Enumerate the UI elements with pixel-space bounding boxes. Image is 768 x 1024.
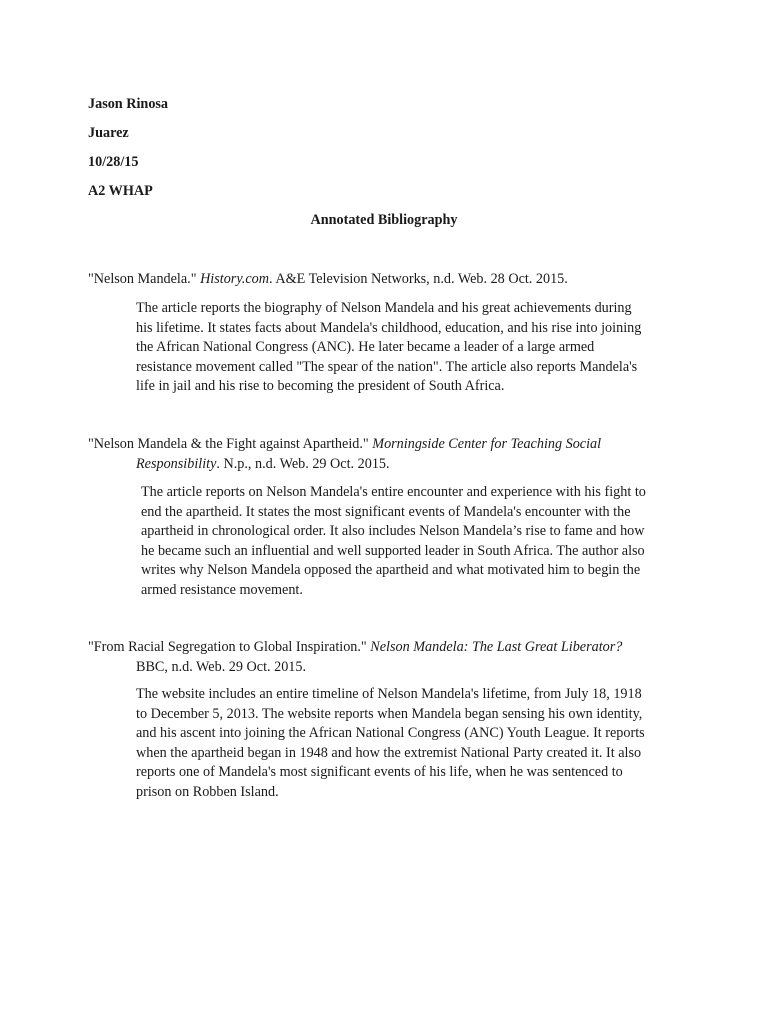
citation-entry-1 [88,269,678,289]
annotation-1-line: life in jail and his rise to becoming the president of South Africa. [136,378,505,394]
annotation-1-line: the African National Congress (ANC). He later became a leader of a large armed [136,339,595,355]
annotation-2 [141,483,646,600]
annotation-2-line: end the apartheid. It states the most significant events of Mandela's encounter with the [141,503,631,520]
course-name: A2 WHAP [88,183,153,199]
annotation-3-line: to December 5, 2013. The website reports when Mandela began sensing his own identity, [136,705,643,722]
citation-3-source: Nelson Mandela: The Last Great Liberator? [370,639,623,655]
annotation-1-line: his lifetime. It states facts about Mandela's childhood, education, and his rise into joining [136,319,642,336]
annotation-3-line: and his ascent into joining the African National Congress (ANC) Youth League. It reports [136,725,645,741]
annotation-3-line: reports one of Mandela's most significant events of his life, when he was sentenced to [136,764,623,780]
citation-2-details: . N.p., n.d. Web. 29 Oct. 2015. [216,456,390,472]
document-date: 10/28/15 [88,154,139,170]
annotation-1-line: resistance movement called "The spear of the nation". The article also reports Mandela's [136,358,638,375]
annotation-2-line: The article reports on Nelson Mandela's entire encounter and experience with his fight to [141,484,646,500]
citation-3-lead: "From Racial Segregation to Global Inspiration." [88,639,371,655]
citation-2-source: Morningside Center for Teaching Social [372,436,602,452]
annotation-2-line: writes why Nelson Mandela opposed the apartheid and what motivated him to begin the [141,562,641,578]
annotation-3 [136,685,645,802]
citation-2-lead: "Nelson Mandela & the Fight against Apartheid." [88,436,373,452]
annotation-1-line: The article reports the biography of Nelson Mandela and his great achievements during [136,300,632,316]
annotation-1 [136,299,641,397]
teacher-name: Juarez [88,125,129,141]
citation-1-lead: "Nelson Mandela." [88,271,201,287]
citation-2-source-cont: Responsibility [136,456,217,472]
citation-entry-3 [88,637,678,677]
citation-entry-2 [88,434,678,474]
annotation-3-line: The website includes an entire timeline of Nelson Mandela's lifetime, from July 18, 1918 [136,686,642,702]
annotation-3-line: prison on Robben Island. [136,783,279,800]
annotation-3-line: when the apartheid began in 1948 and how the extremist National Party created it. It also [136,744,642,761]
citation-1-source: History.com [200,271,270,287]
page-title: Annotated Bibliography [310,212,458,228]
annotation-2-line: apartheid in chronological order. It also includes Nelson Mandela’s rise to fame and how [141,523,645,539]
citation-1-details: . A&E Television Networks, n.d. Web. 28 Oct. 2015. [269,271,568,287]
student-name: Jason Rinosa [88,96,169,112]
citation-3-details: BBC, n.d. Web. 29 Oct. 2015. [136,659,307,675]
annotation-2-line: armed resistance movement. [141,581,303,598]
annotation-2-line: he became such an influential and well supported leader in South Africa. The author also [141,542,645,559]
